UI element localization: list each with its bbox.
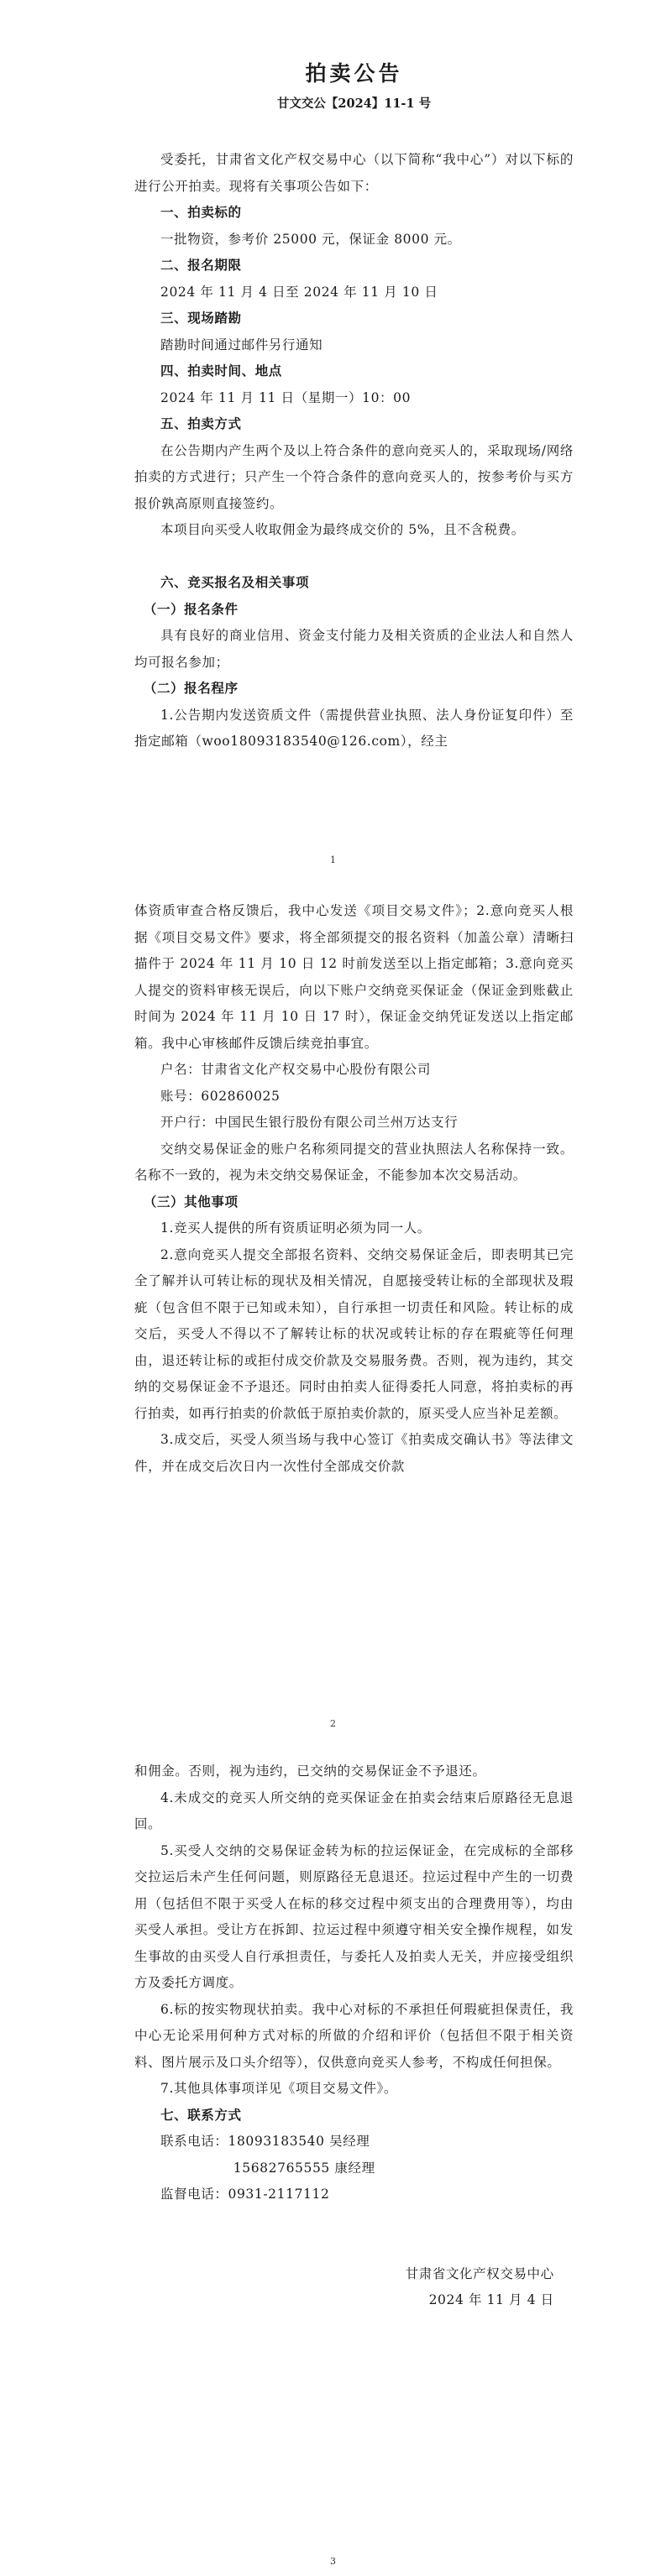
- page-2: [0, 873, 666, 1733]
- subsection-heading: （三）其他事项: [143, 1194, 239, 1210]
- signature-line: 2024 年 11 月 4 日: [428, 2292, 554, 2307]
- page-3: [0, 1733, 666, 2576]
- subsection-heading: （二）报名程序: [143, 681, 239, 696]
- blank-line: [134, 2234, 574, 2261]
- page-number: 3: [330, 2556, 336, 2567]
- paragraph: 受委托，甘肃省文化产权交易中心（以下简称“我中心”）对以下标的进行公开拍卖。现将有关事项公告如下：: [134, 152, 574, 194]
- section-heading: 六、竞买报名及相关事项: [160, 575, 310, 590]
- paragraph: 账号：602860025: [160, 1088, 281, 1104]
- page-1-body: [134, 147, 574, 755]
- paragraph: 1.公告期内发送资质文件（需提供营业执照、法人身份证复印件）至指定邮箱（woo18093183540@126.com），经主: [134, 707, 574, 749]
- paragraph: 3.成交后，买受人须当场与我中心签订《拍卖成交确认书》等法律文件，并在成交后次日内一次性付全部成交价款: [134, 1432, 574, 1474]
- paragraph: 7.其他具体事项详见《项目交易文件》。: [160, 2081, 397, 2096]
- page-1: [0, 0, 666, 873]
- paragraph: 具有良好的商业信用、资金支付能力及相关资质的企业法人和自然人均可报名参加；: [134, 628, 574, 670]
- paragraph: 联系电话：18093183540 吴经理: [160, 2134, 370, 2149]
- section-heading: 一、拍卖标的: [160, 205, 242, 220]
- paragraph: 和佣金。否则，视为违约，已交纳的交易保证金不予退还。: [134, 1763, 486, 1779]
- paragraph: 开户行：中国民生银行股份有限公司兰州万达支行: [160, 1115, 459, 1130]
- paragraph: 户名：甘肃省文化产权交易中心股份有限公司: [160, 1062, 432, 1077]
- document-number: 甘文交公【2024】11-1 号: [276, 97, 432, 111]
- section-heading: 四、拍卖时间、地点: [160, 363, 282, 379]
- page-3-body: [134, 1758, 574, 2314]
- blank-line: [134, 544, 574, 571]
- signature-line: 甘肃省文化产权交易中心: [405, 2265, 554, 2281]
- paragraph: 2.意向竞买人提交全部报名资料、交纳交易保证金后，即表明其已完全了解并认可转让标的现状及相关情况，自愿接受转让标的全部现状及瑕疵（包含但不限于已知或未知），自行承担一切责任和风险。转让标的成交后，买受人不得以不了解转让标的状况或转让标的存在瑕疵等任何理由，退还转让标的或拒付成交价款及交易服务费。否则，视为违约，其交纳的交易保证金不予退还。同时由拍卖人征得委托人同意，将拍卖标的再行拍卖，如再行拍卖的价款低于原拍卖价款的，原买受人应当补足差额。: [134, 1246, 574, 1421]
- paragraph: 4.未成交的竞买人所交纳的竞买保证金在拍卖会结束后原路径无息退回。: [134, 1790, 574, 1831]
- contact-line: 15682765555 康经理: [233, 2160, 375, 2176]
- section-heading: 二、报名期限: [160, 258, 242, 273]
- page-number: 1: [330, 854, 336, 865]
- paragraph: 踏勘时间通过邮件另行通知: [160, 337, 323, 353]
- paragraph: 一批物资，参考价 25000 元，保证金 8000 元。: [160, 231, 461, 247]
- section-heading: 七、联系方式: [160, 2107, 242, 2123]
- page-number: 2: [330, 1718, 336, 1729]
- paragraph: 本项目向买受人收取佣金为最终成交价的 5%，且不含税费。: [160, 522, 525, 537]
- page-3-content: [134, 1758, 574, 2314]
- paragraph: 1.竞买人提供的所有资质证明必须为同一人。: [160, 1220, 431, 1236]
- page-1-content: [134, 57, 574, 755]
- subsection-heading: （一）报名条件: [143, 601, 239, 617]
- paragraph: 6.标的按实物现状拍卖。我中心对标的不承担任何瑕疵担保责任，我中心无论采用何种方式对标的所做的介绍和评价（包括但不限于相关资料、图片展示及口头介绍等），仅供意向竞买人参考，不构成任何担保。: [134, 2001, 574, 2070]
- section-heading: 三、现场踏勘: [160, 311, 242, 326]
- paragraph: 2024 年 11 月 4 日至 2024 年 11 月 10 日: [160, 284, 438, 300]
- blank-line: [134, 2208, 574, 2235]
- page-2-content: [134, 898, 574, 1480]
- paragraph: 在公告期内产生两个及以上符合条件的意向竞买人的，采取现场/网络拍卖的方式进行；只产生一个符合条件的意向竞买人的，按参考价与买方报价孰高原则直接签约。: [134, 442, 574, 511]
- paragraph: 体资质审查合格反馈后，我中心发送《项目交易文件》；2.意向竞买人根据《项目交易文件》要求，将全部须提交的报名资料（加盖公章）清晰扫描件于 2024 年 11 月 10 日 12 时前发送至以上指定邮箱；3.意向竞买人提交的资料审核无误后，向以下账户交纳竞买保证金（保证金到账截止时间为 2024 年 11 月 10 日 17 时），保证金交纳凭证发送以上指定邮箱。我中心审核邮件反馈后续竞拍事宜。: [134, 903, 574, 1051]
- page-2-body: [134, 898, 574, 1480]
- paragraph: 监督电话：0931-2117112: [160, 2187, 330, 2202]
- document-title: 拍卖公告: [305, 61, 403, 86]
- paragraph: 交纳交易保证金的账户名称须同提交的营业执照法人名称保持一致。名称不一致的，视为未交纳交易保证金，不能参加本次交易活动。: [134, 1141, 574, 1183]
- paragraph: 2024 年 11 月 11 日（星期一）10：00: [160, 389, 412, 405]
- paragraph: 5.买受人交纳的交易保证金转为标的拉运保证金，在完成标的全部移交拉运后未产生任何问题，则原路径无息退还。拉运过程中产生的一切费用（包括但不限于买受人在标的移交过程中须支出的合理费用等），均由买受人承担。受让方在拆卸、拉运过程中须遵守相关安全操作规程，如发生事故的由买受人自行承担责任，与委托人及拍卖人无关，并应接受组织方及委托方调度。: [134, 1842, 574, 1990]
- section-heading: 五、拍卖方式: [160, 416, 242, 431]
